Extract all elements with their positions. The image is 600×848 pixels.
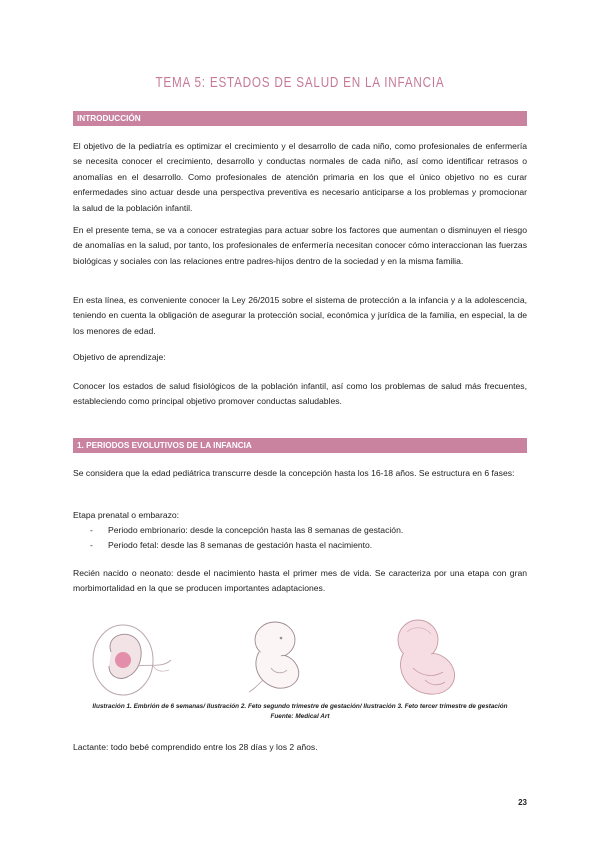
objective-label: Objetivo de aprendizaje: xyxy=(73,352,166,362)
prenatal-label: Etapa prenatal o embarazo: xyxy=(73,510,180,520)
lactante-paragraph: Lactante: todo bebé comprendido entre los 28 días y los 2 años. xyxy=(73,742,318,752)
section-heading-introduccion: INTRODUCCIÓN xyxy=(73,111,527,126)
caption-line-1: Ilustración 1. Embrión de 6 semanas/ Ilustración 2. Feto segundo trimestre de gestación/ Ilustración 3. Feto tercer trimestre de gestación xyxy=(92,703,508,710)
page-title: TEMA 5: ESTADOS DE SALUD EN LA INFANCIA xyxy=(155,74,445,91)
section-heading-periodos: 1. PERIODOS EVOLUTIVOS DE LA INFANCIA xyxy=(73,438,527,453)
list-item xyxy=(90,523,403,538)
illustrations-row xyxy=(73,610,527,702)
fetus-second-trimester-illustration xyxy=(223,610,333,702)
embryo-illustration xyxy=(83,610,183,702)
figure-caption xyxy=(73,702,527,722)
caption-line-2: Fuente: Medical Art xyxy=(270,713,330,720)
intro-paragraph-1: El objetivo de la pediatría es optimizar el crecimiento y el desarrollo de cada niño, como profesionales de enfermería se necesita conocer el crecimiento, desarrollo y conductas normales de cada niño, así como identificar retrasos o anomalías en el desarrollo. Como profesionales de atención primaria en los que el único objetivo no es curar enfermedades sino actuar desde una perspectiva preventiva es necesario anticiparse a los problemas y promocionar la salud de la población infantil. xyxy=(73,141,527,213)
newborn-paragraph: Recién nacido o neonato: desde el nacimiento hasta el primer mes de vida. Se caracteriza por una etapa con gran morbimortalidad en la que se producen importantes adaptaciones. xyxy=(73,568,527,594)
intro-paragraph-3: En esta línea, es conveniente conocer la Ley 26/2015 sobre el sistema de protección a la infancia y a la adolescencia, teniendo en cuenta la obligación de asegurar la protección social, económica y jurídica de la familia, en especial, la de los menores de edad. xyxy=(73,295,527,336)
fetus-third-trimester-illustration xyxy=(373,610,483,702)
page-number: 23 xyxy=(518,798,527,807)
objective-text: Conocer los estados de salud fisiológicos de la población infantil, así como los problemas de salud más frecuentes, estableciendo como principal objetivo promover conductas saludables. xyxy=(73,381,527,407)
list-bullet: - xyxy=(90,525,93,535)
list-item-text: Periodo fetal: desde las 8 semanas de gestación hasta el nacimiento. xyxy=(108,540,373,550)
list-item xyxy=(90,538,372,553)
intro-paragraph-2: En el presente tema, se va a conocer estrategias para actuar sobre los factores que aumentan o disminuyen el riesgo de anomalías en la salud, por tanto, los profesionales de enfermería necesitan conocer cómo interaccionan las fuerzas biológicas y sociales con las relaciones entre padres-hijos dentro de la sociedad y en la misma familia. xyxy=(73,225,527,266)
section1-intro: Se considera que la edad pediátrica transcurre desde la concepción hasta los 16-18 años. Se estructura en 6 fases: xyxy=(73,468,515,478)
list-item-text: Periodo embrionario: desde la concepción hasta las 8 semanas de gestación. xyxy=(108,525,404,535)
list-bullet: - xyxy=(90,540,93,550)
